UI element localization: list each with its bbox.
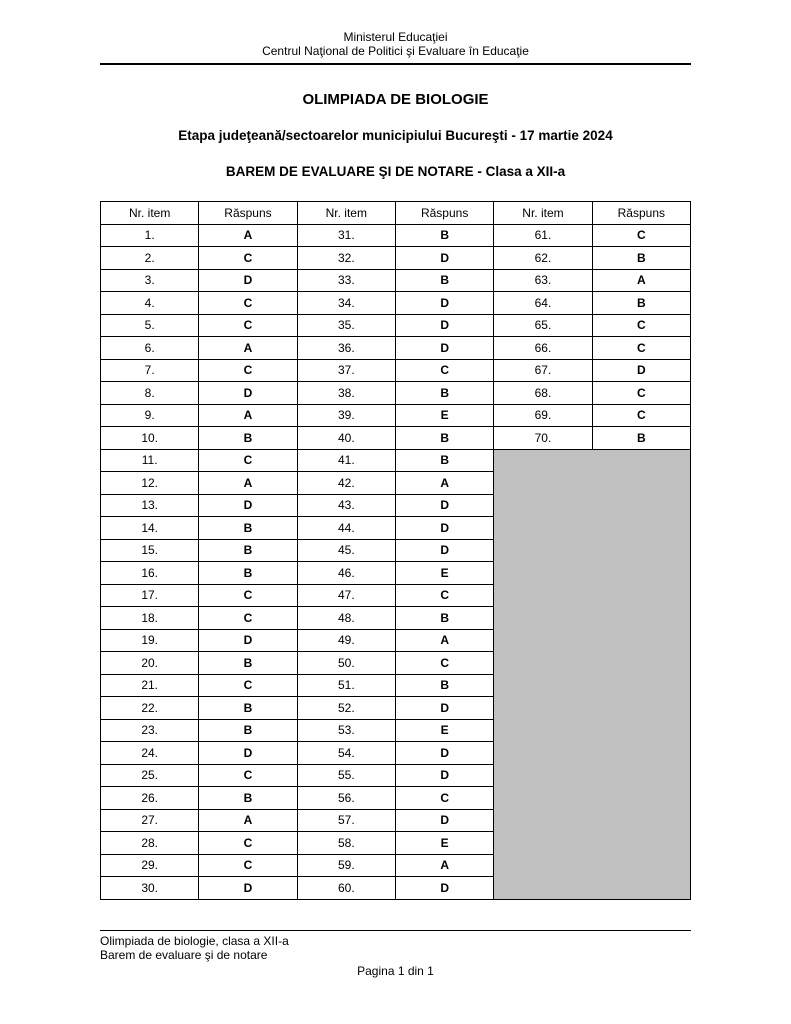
answer-cell: B [199,562,297,585]
item-number-cell: 57. [297,809,395,832]
item-number-cell: 61. [494,224,592,247]
item-number-cell: 48. [297,607,395,630]
item-number-cell: 34. [297,292,395,315]
answer-cell: A [199,337,297,360]
document-footer [100,930,691,978]
col-header-nr-item-3: Nr. item [494,202,592,225]
item-number-cell: 22. [101,697,199,720]
item-number-cell: 14. [101,517,199,540]
answer-cell: D [395,742,493,765]
item-number-cell: 50. [297,652,395,675]
item-number-cell: 59. [297,854,395,877]
answer-cell: B [395,449,493,472]
answer-cell: B [395,269,493,292]
answer-cell: C [199,359,297,382]
answer-cell: A [395,472,493,495]
item-number-cell: 2. [101,247,199,270]
answer-cell: B [395,224,493,247]
item-number-cell: 5. [101,314,199,337]
col-header-raspuns-1: Răspuns [199,202,297,225]
table-row [101,359,691,382]
item-number-cell: 6. [101,337,199,360]
item-number-cell: 66. [494,337,592,360]
item-number-cell: 51. [297,674,395,697]
answer-cell: C [395,787,493,810]
footer-line-2: Barem de evaluare şi de notare [100,947,268,962]
item-number-cell: 31. [297,224,395,247]
item-number-cell: 23. [101,719,199,742]
answer-cell: A [592,269,690,292]
answer-cell: C [199,292,297,315]
item-number-cell: 56. [297,787,395,810]
item-number-cell: 36. [297,337,395,360]
item-number-cell: 35. [297,314,395,337]
answer-cell: C [199,832,297,855]
item-number-cell: 26. [101,787,199,810]
item-number-cell: 58. [297,832,395,855]
answer-cell: D [592,359,690,382]
answer-cell: B [199,697,297,720]
item-number-cell: 8. [101,382,199,405]
answer-cell: E [395,832,493,855]
answer-cell: E [395,404,493,427]
answer-cell: D [199,629,297,652]
header-divider [100,63,691,65]
answer-cell: D [395,517,493,540]
item-number-cell: 9. [101,404,199,427]
item-number-cell: 39. [297,404,395,427]
answer-table [100,201,691,900]
item-number-cell: 12. [101,472,199,495]
answer-cell: B [592,247,690,270]
item-number-cell: 42. [297,472,395,495]
item-number-cell: 4. [101,292,199,315]
item-number-cell: 3. [101,269,199,292]
item-number-cell: 20. [101,652,199,675]
item-number-cell: 64. [494,292,592,315]
answer-cell: B [395,607,493,630]
footer-line-1: Olimpiada de biologie, clasa a XII-a [100,933,289,948]
item-number-cell: 17. [101,584,199,607]
col-header-raspuns-3: Răspuns [592,202,690,225]
item-number-cell: 11. [101,449,199,472]
answer-cell: D [199,382,297,405]
answer-cell: A [395,854,493,877]
col-header-nr-item-1: Nr. item [101,202,199,225]
answer-cell: B [199,787,297,810]
answer-cell: D [199,494,297,517]
answer-cell: C [199,854,297,877]
item-number-cell: 30. [101,877,199,900]
col-header-nr-item-2: Nr. item [297,202,395,225]
answer-cell: C [395,359,493,382]
table-row [101,247,691,270]
answer-cell: C [199,314,297,337]
table-row [101,404,691,427]
document-content [100,63,691,900]
stage-subtitle: Etapa judeţeană/sectoarelor municipiului Bucureşti - 17 martie 2024 [178,128,613,143]
answer-cell: C [592,224,690,247]
item-number-cell: 24. [101,742,199,765]
col-header-raspuns-2: Răspuns [395,202,493,225]
answer-cell: C [395,652,493,675]
answer-cell: A [199,809,297,832]
item-number-cell: 55. [297,764,395,787]
item-number-cell: 27. [101,809,199,832]
item-number-cell: 1. [101,224,199,247]
answer-cell: B [199,652,297,675]
item-number-cell: 19. [101,629,199,652]
answer-cell: C [199,607,297,630]
national-center-line: Centrul Naţional de Politici şi Evaluare în Educaţie [262,44,529,58]
item-number-cell: 16. [101,562,199,585]
item-number-cell: 54. [297,742,395,765]
item-number-cell: 43. [297,494,395,517]
answer-cell: C [592,314,690,337]
answer-cell: C [395,584,493,607]
item-number-cell: 68. [494,382,592,405]
answer-cell: B [592,292,690,315]
item-number-cell: 49. [297,629,395,652]
answer-cell: C [592,382,690,405]
answer-cell: B [199,427,297,450]
answer-cell: D [395,764,493,787]
table-row [101,337,691,360]
answer-cell: B [395,427,493,450]
empty-gray-block [494,449,691,899]
item-number-cell: 60. [297,877,395,900]
item-number-cell: 52. [297,697,395,720]
item-number-cell: 70. [494,427,592,450]
answer-cell: C [199,584,297,607]
answer-cell: E [395,562,493,585]
item-number-cell: 25. [101,764,199,787]
table-row [101,382,691,405]
table-row [101,314,691,337]
item-number-cell: 62. [494,247,592,270]
answer-cell: D [395,314,493,337]
item-number-cell: 41. [297,449,395,472]
item-number-cell: 13. [101,494,199,517]
page-number: Pagina 1 din 1 [357,963,434,978]
answer-cell: D [395,247,493,270]
answer-cell: B [395,674,493,697]
answer-cell: A [199,472,297,495]
table-row [101,427,691,450]
table-header-row [101,202,691,225]
item-number-cell: 38. [297,382,395,405]
answer-cell: D [395,877,493,900]
item-number-cell: 18. [101,607,199,630]
answer-cell: D [395,697,493,720]
item-number-cell: 40. [297,427,395,450]
item-number-cell: 21. [101,674,199,697]
answer-cell: C [592,404,690,427]
item-number-cell: 67. [494,359,592,382]
ministry-line: Ministerul Educaţiei [343,30,448,44]
item-number-cell: 28. [101,832,199,855]
item-number-cell: 65. [494,314,592,337]
answer-table-body [101,224,691,899]
answer-cell: D [199,742,297,765]
answer-cell: D [395,337,493,360]
answer-cell: C [199,247,297,270]
item-number-cell: 15. [101,539,199,562]
answer-cell: C [592,337,690,360]
answer-cell: B [395,382,493,405]
answer-cell: A [199,224,297,247]
item-number-cell: 69. [494,404,592,427]
answer-cell: A [395,629,493,652]
item-number-cell: 47. [297,584,395,607]
item-number-cell: 45. [297,539,395,562]
answer-cell: D [199,877,297,900]
item-number-cell: 32. [297,247,395,270]
item-number-cell: 10. [101,427,199,450]
answer-cell: E [395,719,493,742]
item-number-cell: 63. [494,269,592,292]
answer-cell: D [395,494,493,517]
answer-cell: D [199,269,297,292]
answer-cell: A [199,404,297,427]
answer-cell: B [199,719,297,742]
document-header [0,0,791,58]
answer-cell: C [199,764,297,787]
answer-cell: C [199,449,297,472]
item-number-cell: 46. [297,562,395,585]
item-number-cell: 29. [101,854,199,877]
table-row [101,449,691,472]
table-row [101,292,691,315]
item-number-cell: 53. [297,719,395,742]
item-number-cell: 33. [297,269,395,292]
answer-cell: D [395,809,493,832]
item-number-cell: 37. [297,359,395,382]
answer-cell: C [199,674,297,697]
item-number-cell: 7. [101,359,199,382]
table-row [101,269,691,292]
answer-cell: B [199,539,297,562]
answer-cell: D [395,539,493,562]
answer-cell: D [395,292,493,315]
table-row [101,224,691,247]
answer-cell: B [199,517,297,540]
footer-divider [100,930,691,931]
answer-cell: B [592,427,690,450]
page-title: OLIMPIADA DE BIOLOGIE [302,91,489,108]
item-number-cell: 44. [297,517,395,540]
barem-title: BAREM DE EVALUARE ŞI DE NOTARE - Clasa a XII-a [225,164,566,179]
